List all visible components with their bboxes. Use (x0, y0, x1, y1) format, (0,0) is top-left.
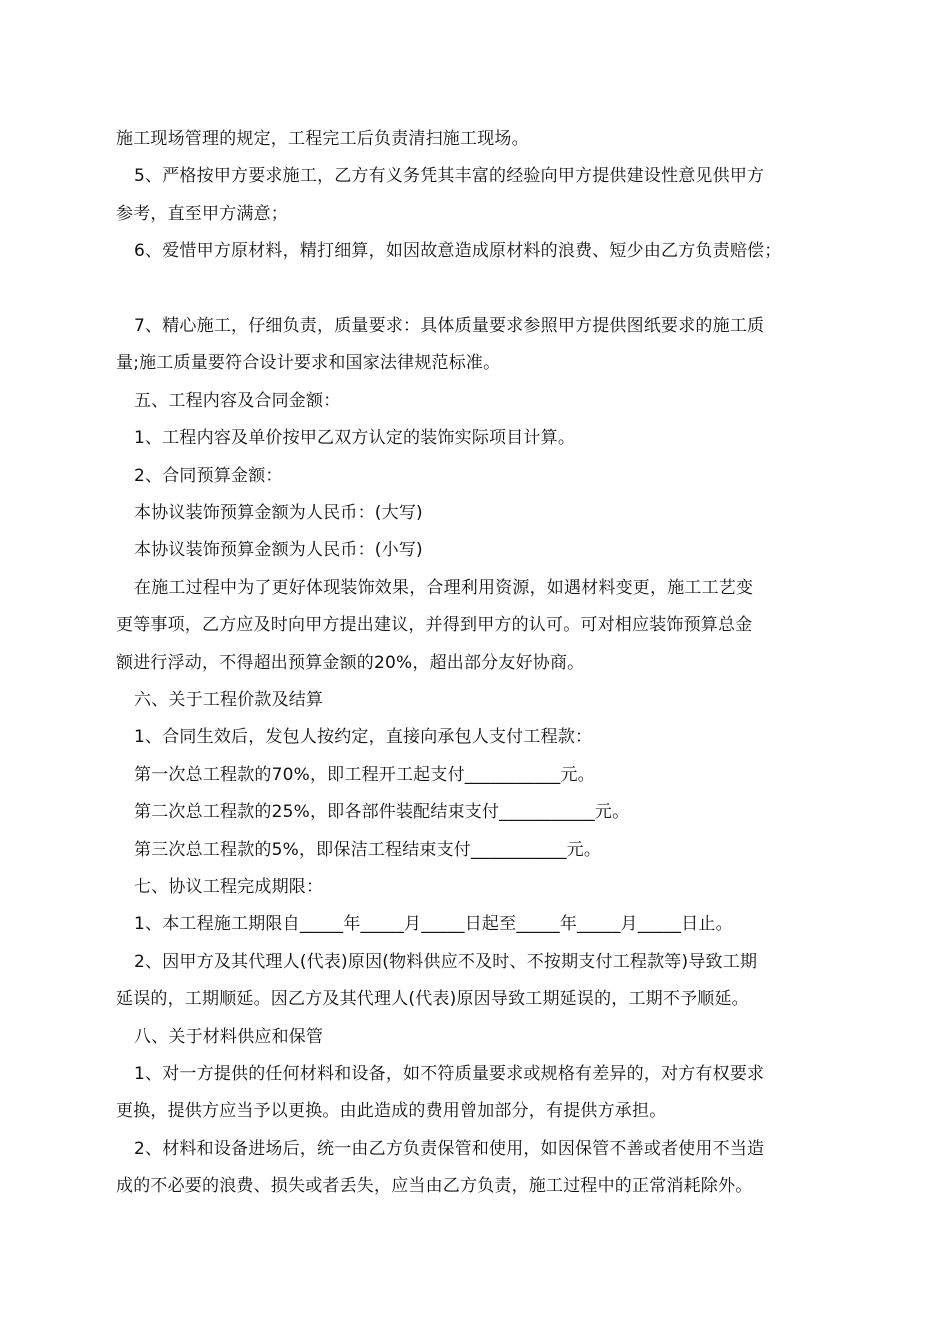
text-line: 量;施工质量要符合设计要求和国家法律规范标准。 (116, 353, 501, 373)
text-line: 7、精心施工，仔细负责，质量要求：具体质量要求参照甲方提供图纸要求的施工质 (134, 316, 765, 336)
text-line: 2、合同预算金额： (134, 466, 283, 486)
text-line: 1、工程内容及单价按甲乙双方认定的装饰实际项目计算。 (134, 428, 576, 448)
text-line: 额进行浮动，不得超出预算金额的20%，超出部分友好协商。 (116, 653, 585, 673)
text-line: 1、本工程施工期限自_____年_____月_____日起至_____年_____月_____日止。 (134, 914, 733, 934)
text-line: 2、材料和设备进场后，统一由乙方负责保管和使用，如因保管不善或者使用不当造 (134, 1139, 765, 1159)
text-line: 成的不必要的浪费、损失或者丢失，应当由乙方负责，施工过程中的正常消耗除外。 (116, 1176, 753, 1196)
text-line: 5、严格按甲方要求施工，乙方有义务凭其丰富的经验向甲方提供建设性意见供甲方 (134, 166, 765, 186)
text-line: 本协议装饰预算金额为人民币：(小写) (134, 540, 423, 560)
text-line: 延误的，工期顺延。因乙方及其代理人(代表)原因导致工期延误的，工期不予顺延。 (116, 989, 749, 1009)
payment-line: 第一次总工程款的70%，即工程开工起支付___________元。 (134, 765, 595, 785)
section-heading: 五、工程内容及合同金额： (134, 391, 341, 411)
text-line: 6、爱惜甲方原材料，精打细算，如因故意造成原材料的浪费、短少由乙方负责赔偿； (134, 241, 782, 261)
text-line: 本协议装饰预算金额为人民币：(大写) (134, 503, 423, 523)
text-line: 更换，提供方应当予以更换。由此造成的费用曾加部分，有提供方承担。 (116, 1101, 667, 1121)
section-heading: 七、协议工程完成期限： (134, 877, 324, 897)
text-line: 更等事项，乙方应及时向甲方提出建议，并得到甲方的认可。可对相应装饰预算总金 (116, 615, 753, 635)
section-heading: 六、关于工程价款及结算 (134, 690, 324, 710)
section-heading: 八、关于材料供应和保管 (134, 1027, 324, 1047)
payment-line: 第二次总工程款的25%，即各部件装配结束支付___________元。 (134, 802, 630, 822)
text-line: 1、对一方提供的任何材料和设备，如不符质量要求或规格有差异的，对方有权要求 (134, 1064, 765, 1084)
payment-line: 第三次总工程款的5%，即保洁工程结束支付___________元。 (134, 840, 602, 860)
text-line: 1、合同生效后，发包人按约定，直接向承包人支付工程款： (134, 727, 593, 747)
text-line: 参考，直至甲方满意； (116, 204, 288, 224)
text-line: 施工现场管理的规定，工程完工后负责清扫施工现场。 (116, 129, 529, 149)
text-line: 2、因甲方及其代理人(代表)原因(物料供应不及时、不按期支付工程款等)导致工期 (134, 952, 758, 972)
text-line: 在施工过程中为了更好体现装饰效果，合理利用资源，如遇材料变更，施工工艺变 (134, 578, 754, 598)
